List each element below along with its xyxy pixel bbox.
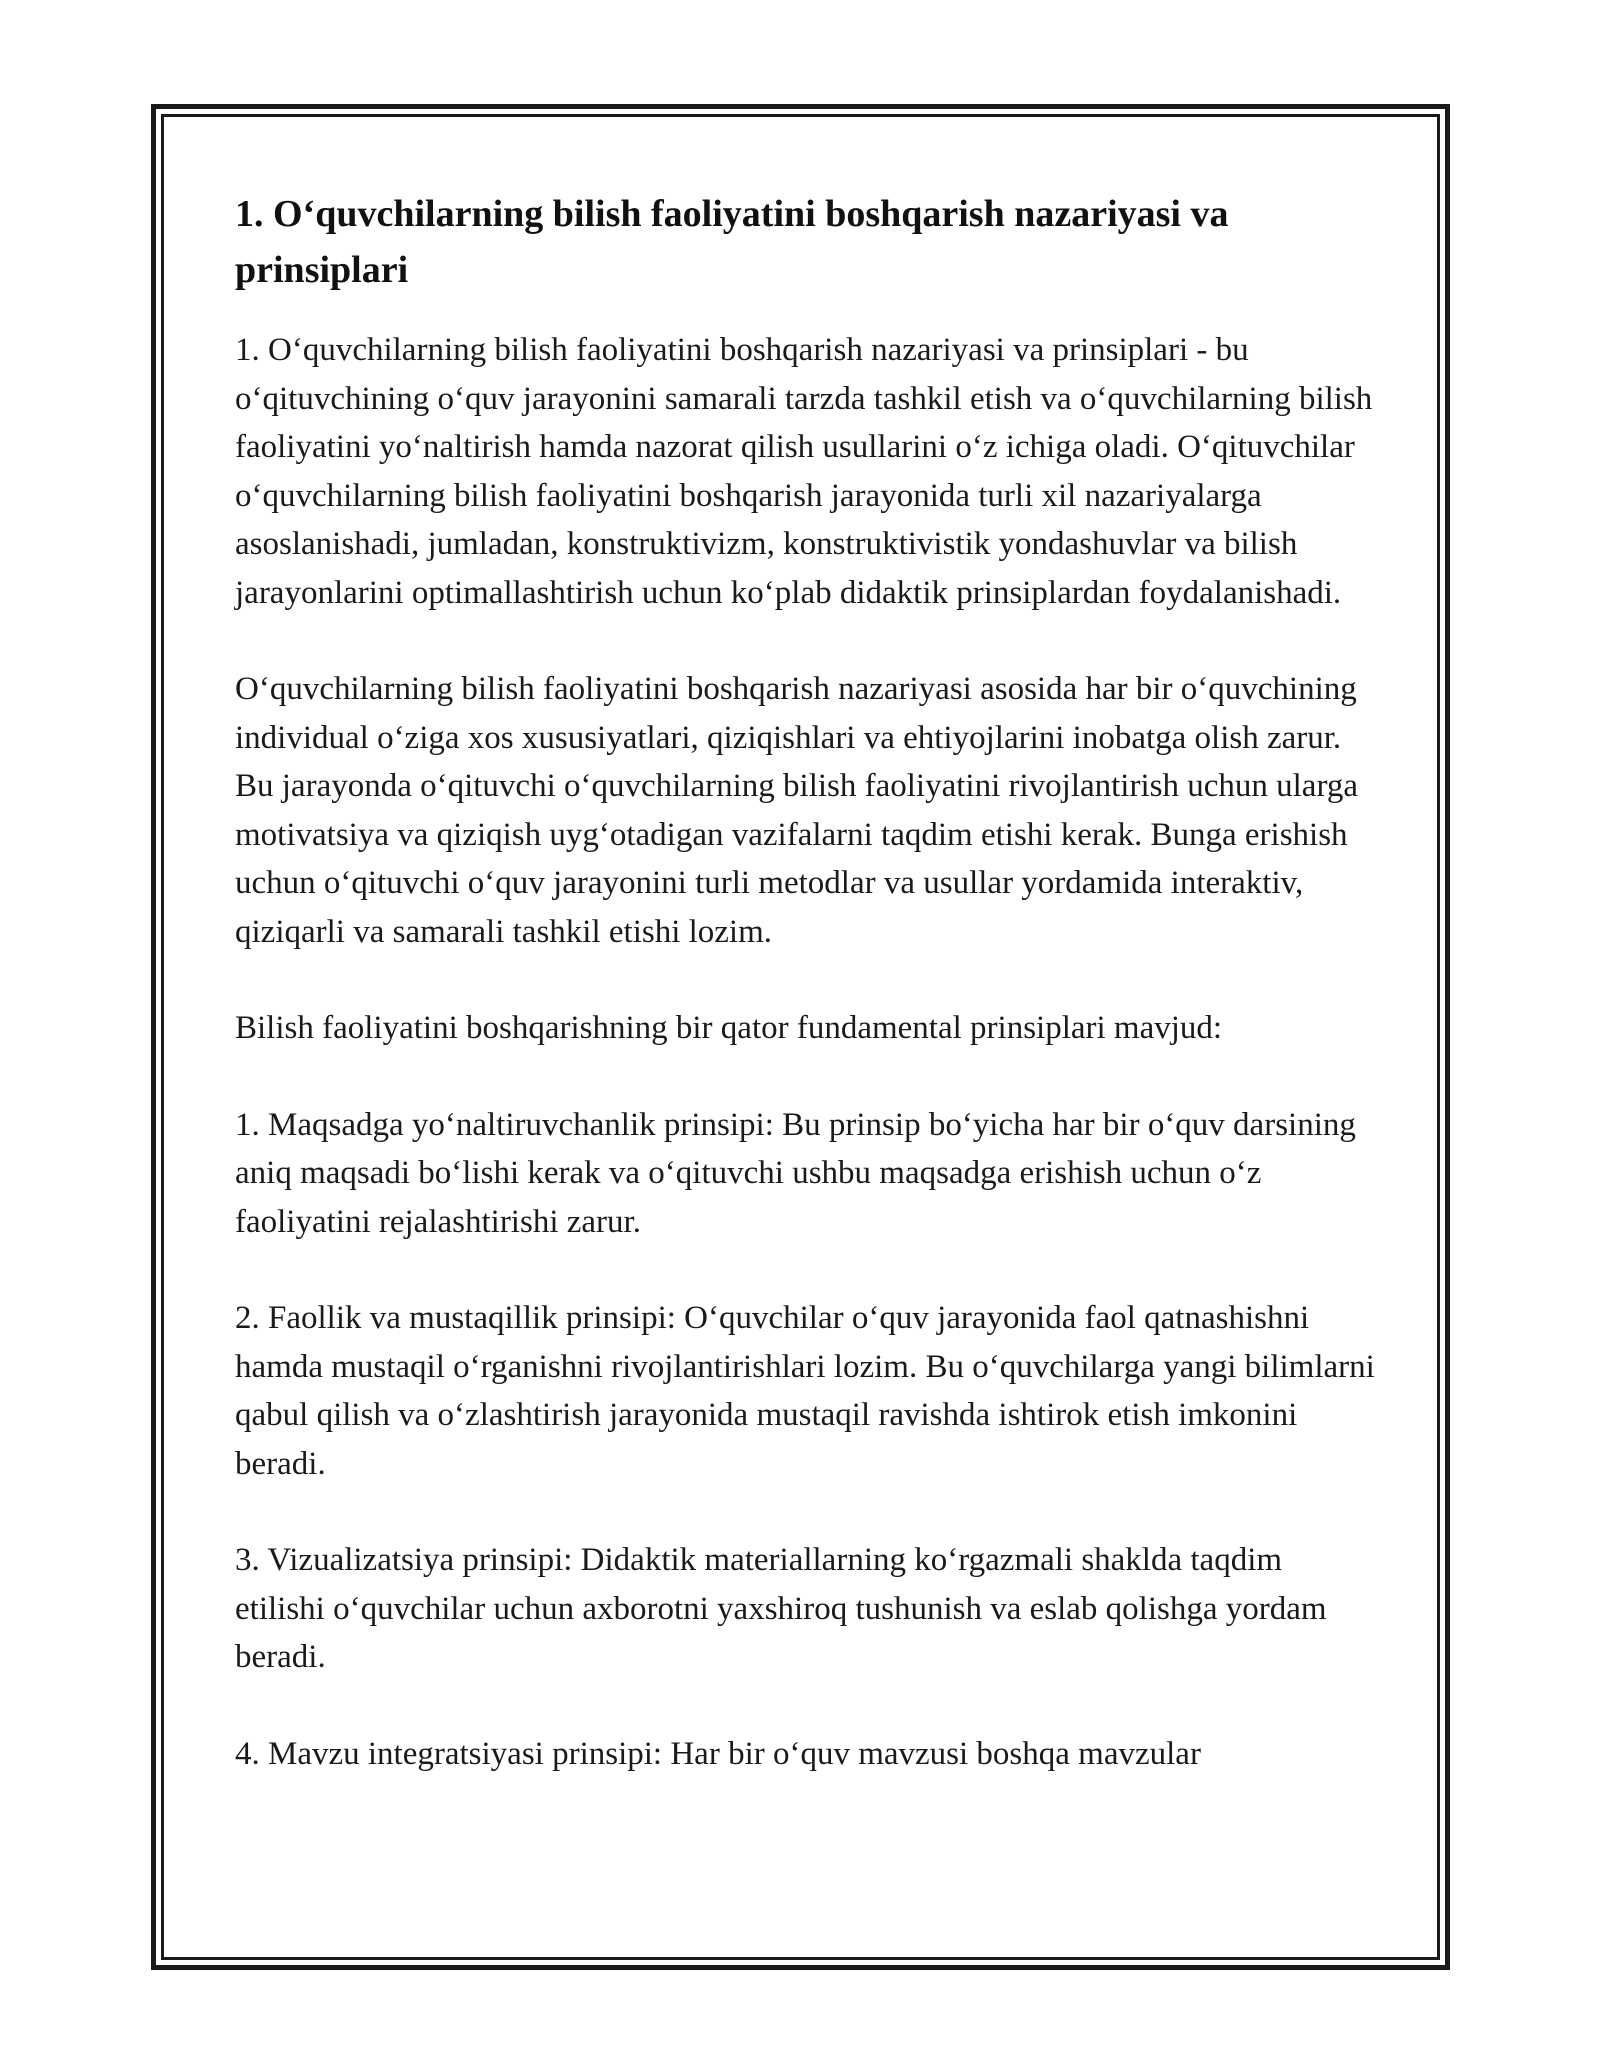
paragraph-principles-lead: Bilish faoliyatini boshqarishning bir qator fundamental prinsiplari mavjud: [235,1010,1223,1046]
paragraph-principle-2: 2. Faollik va mustaqillik prinsipi: O‘quvchilar o‘quv jarayonida faol qatnashishni hamda mustaqil o‘rganishni rivojlantirishlari lozim. Bu o‘quvchilarga yangi bilimlarni qabul qilish va o‘zlashtirish jarayonida mustaqil ravishda ishtirok etish imkonini beradi. [235,1300,1375,1482]
paragraph-principle-1: 1. Maqsadga yo‘naltiruvchanlik prinsipi: Bu prinsip bo‘yicha har bir o‘quv darsining aniq maqsadi bo‘lishi kerak va o‘qituvchi ushbu maqsadga erishish uchun o‘z faoliyatini rejalashtirishi zarur. [235,1106,1356,1240]
document-title: 1. O‘quvchilarning bilish faoliyatini boshqarish nazariyasi va prinsiplari [235,193,1229,291]
document-body [235,186,1375,1826]
paragraph-principle-4: 4. Mavzu integratsiyasi prinsipi: Har bir o‘quv mavzusi boshqa mavzular [235,1735,1201,1772]
paragraph-theory: O‘quvchilarning bilish faoliyatini boshqarish nazariyasi asosida har bir o‘quvchining individual o‘ziga xos xususiyatlari, qiziqishlari va ehtiyojlarini inobatga olish zarur. Bu jarayonda o‘qituvchi o‘quvchilarning bilish faoliyatini rivojlantirish uchun ularga motivatsiya va qiziqish uyg‘otadigan vazifalarni taqdim etishi kerak. Bunga erishish uchun o‘qituvchi o‘quv jarayonini turli metodlar va usullar yordamida interaktiv, qiziqarli va samarali tashkil etishi lozim. [235,671,1358,950]
paragraph-intro: 1. O‘quvchilarning bilish faoliyatini boshqarish nazariyasi va prinsiplari - bu o‘qituvchining o‘quv jarayonini samarali tarzda tashkil etish va o‘quvchilarning bilish faoliyatini yo‘naltirish hamda nazorat qilish usullarini o‘z ichiga oladi. O‘qituvchilar o‘quvchilarning bilish faoliyatini boshqarish jarayonida turli xil nazariyalarga asoslanishadi, jumladan, konstruktivizm, konstruktivistik yondashuvlar va bilish jarayonlarini optimallashtirish uchun ko‘plab didaktik prinsiplardan foydalanishadi. [235,332,1373,611]
paragraph-principle-3: 3. Vizualizatsiya prinsipi: Didaktik materiallarning ko‘rgazmali shaklda taqdim etilishi o‘quvchilar uchun axborotni yaxshiroq tushunish va eslab qolishga yordam beradi. [235,1542,1327,1675]
